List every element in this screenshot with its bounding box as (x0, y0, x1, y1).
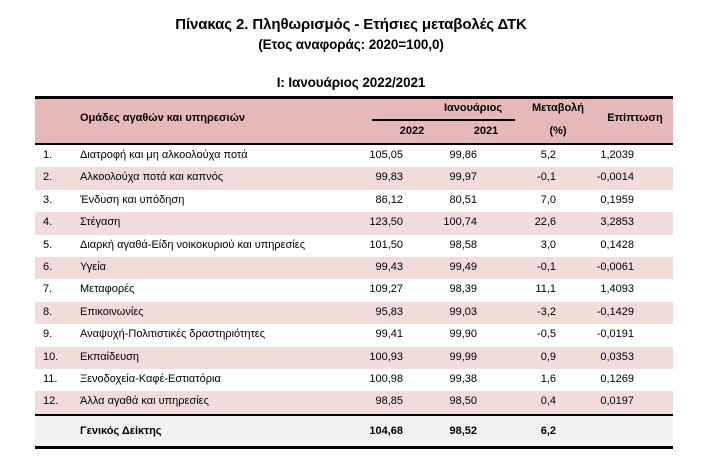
row-name: Διατροφή και μη αλκοολούχα ποτά (80, 149, 248, 161)
row-number: 7. (43, 283, 53, 296)
section-title: I: Ιανουάριος 2022/2021 (276, 75, 426, 90)
row-number: 11. (43, 372, 58, 385)
row-value-2021: 99,90 (449, 328, 477, 341)
row-name: Ένδυση και υπόδηση (80, 193, 185, 206)
row-value-2021: 98,50 (449, 395, 477, 408)
row-number: 2. (43, 171, 53, 184)
row-value-2021: 100,74 (443, 216, 477, 229)
row-value-2021: 99,97 (449, 171, 477, 184)
table-row (35, 369, 673, 391)
row-value-2022: 86,12 (375, 193, 403, 206)
row-number: 8. (43, 305, 53, 318)
row-value-2022: 95,83 (375, 305, 403, 318)
row-value-2021: 99,49 (449, 260, 477, 273)
header-year-2021: 2021 (473, 125, 499, 137)
row-impact: 0,1269 (600, 372, 634, 385)
row-impact: 1,4093 (600, 283, 634, 296)
row-impact: 0,1428 (600, 238, 634, 251)
table-row (35, 391, 673, 413)
row-name: Μεταφορές (80, 283, 135, 296)
row-change: 1,6 (540, 372, 556, 385)
table-row (35, 145, 673, 167)
row-name: Επικοινωνίες (80, 305, 144, 318)
row-change: -0,1 (537, 171, 556, 184)
row-change: -0,5 (537, 328, 556, 341)
row-name: Ξενοδοχεία-Καφέ-Εστιατόρια (80, 372, 221, 385)
row-value-2022: 123,50 (369, 216, 403, 229)
table-row (35, 257, 673, 279)
table-row (35, 324, 673, 346)
row-value-2021: 99,38 (449, 372, 477, 385)
row-number: 9. (43, 328, 53, 341)
row-change: 11,1 (535, 283, 556, 296)
row-value-2022: 100,93 (369, 350, 403, 363)
total-change: 6,2 (540, 424, 556, 437)
row-change: -3,2 (537, 305, 556, 318)
row-change: 3,0 (540, 238, 556, 251)
total-value-2022: 104,68 (369, 424, 403, 437)
row-change: 0,9 (540, 350, 556, 363)
row-name: Διαρκή αγαθά-Είδη νοικοκυριού και υπηρεσίες (80, 238, 306, 251)
table-row (35, 235, 673, 257)
table-row (35, 167, 673, 189)
row-value-2022: 99,83 (375, 171, 403, 184)
row-number: 12. (43, 395, 59, 408)
row-impact: 0,1959 (600, 193, 634, 206)
header-groups: Ομάδες αγαθών και υπηρεσιών (80, 112, 245, 124)
row-name: Αλκοολούχα ποτά και καπνός (80, 171, 224, 184)
row-name: Αναψυχή-Πολιτιστικές δραστηριότητες (80, 328, 266, 341)
row-number: 5. (43, 238, 53, 251)
total-row (35, 414, 673, 446)
row-name: Υγεία (80, 260, 107, 273)
table-subtitle: (Ετος αναφοράς: 2020=100,0) (258, 37, 444, 52)
row-value-2021: 98,58 (449, 238, 477, 251)
row-name: Εκπαίδευση (80, 350, 140, 363)
row-change: 7,0 (540, 193, 556, 206)
table-row (35, 212, 673, 234)
row-impact: 1,2039 (600, 149, 634, 161)
row-value-2021: 99,03 (449, 305, 477, 318)
header-january: Ιανουάριος (443, 102, 503, 114)
row-number: 6. (43, 260, 53, 273)
row-value-2021: 98,39 (449, 283, 477, 296)
row-value-2021: 99,99 (449, 350, 477, 363)
table-row (35, 279, 673, 301)
row-change: 22,6 (534, 216, 556, 229)
row-number: 10. (43, 350, 59, 363)
row-name: Στέγαση (80, 216, 121, 229)
row-impact: -0,0014 (596, 171, 634, 184)
row-change: -0,1 (537, 260, 556, 273)
inflation-table (35, 96, 673, 449)
row-value-2022: 98,85 (375, 395, 403, 408)
row-value-2021: 80,51 (449, 193, 477, 206)
total-name: Γενικός Δείκτης (80, 424, 162, 437)
row-value-2022: 100,98 (369, 372, 403, 385)
row-impact: 3,2853 (600, 216, 634, 229)
header-year-2022: 2022 (399, 125, 425, 137)
header-divider (372, 119, 515, 121)
row-change: 0,4 (540, 395, 556, 408)
row-number: 1. (43, 149, 53, 161)
table-row (35, 302, 673, 324)
row-impact: 0,0197 (600, 395, 634, 408)
row-name: Άλλα αγαθά και υπηρεσίες (80, 395, 209, 408)
table-title: Πίνακας 2. Πληθωρισμός - Ετήσιες μεταβολές ΔΤΚ (175, 16, 527, 33)
row-impact: -0,1429 (596, 305, 634, 318)
row-value-2022: 99,43 (375, 260, 403, 273)
row-value-2022: 101,50 (369, 238, 403, 251)
row-value-2022: 99,41 (375, 328, 403, 341)
table-row (35, 347, 673, 369)
row-value-2022: 105,05 (369, 149, 403, 161)
row-impact: 0,0353 (600, 350, 634, 363)
header-impact: Επίπτωση (607, 112, 663, 124)
header-change-unit: (%) (549, 125, 567, 137)
row-value-2022: 109,27 (369, 283, 403, 296)
table-row (35, 190, 673, 212)
table-header (35, 99, 673, 145)
row-impact: -0,0061 (596, 260, 634, 273)
row-number: 3. (43, 193, 53, 206)
row-value-2021: 99,86 (449, 149, 477, 161)
table-body (35, 145, 673, 414)
header-change: Μεταβολή (531, 102, 585, 114)
row-number: 4. (43, 216, 53, 229)
row-impact: -0,0191 (596, 328, 634, 341)
total-value-2021: 98,52 (449, 424, 477, 437)
row-change: 5,2 (540, 149, 556, 161)
